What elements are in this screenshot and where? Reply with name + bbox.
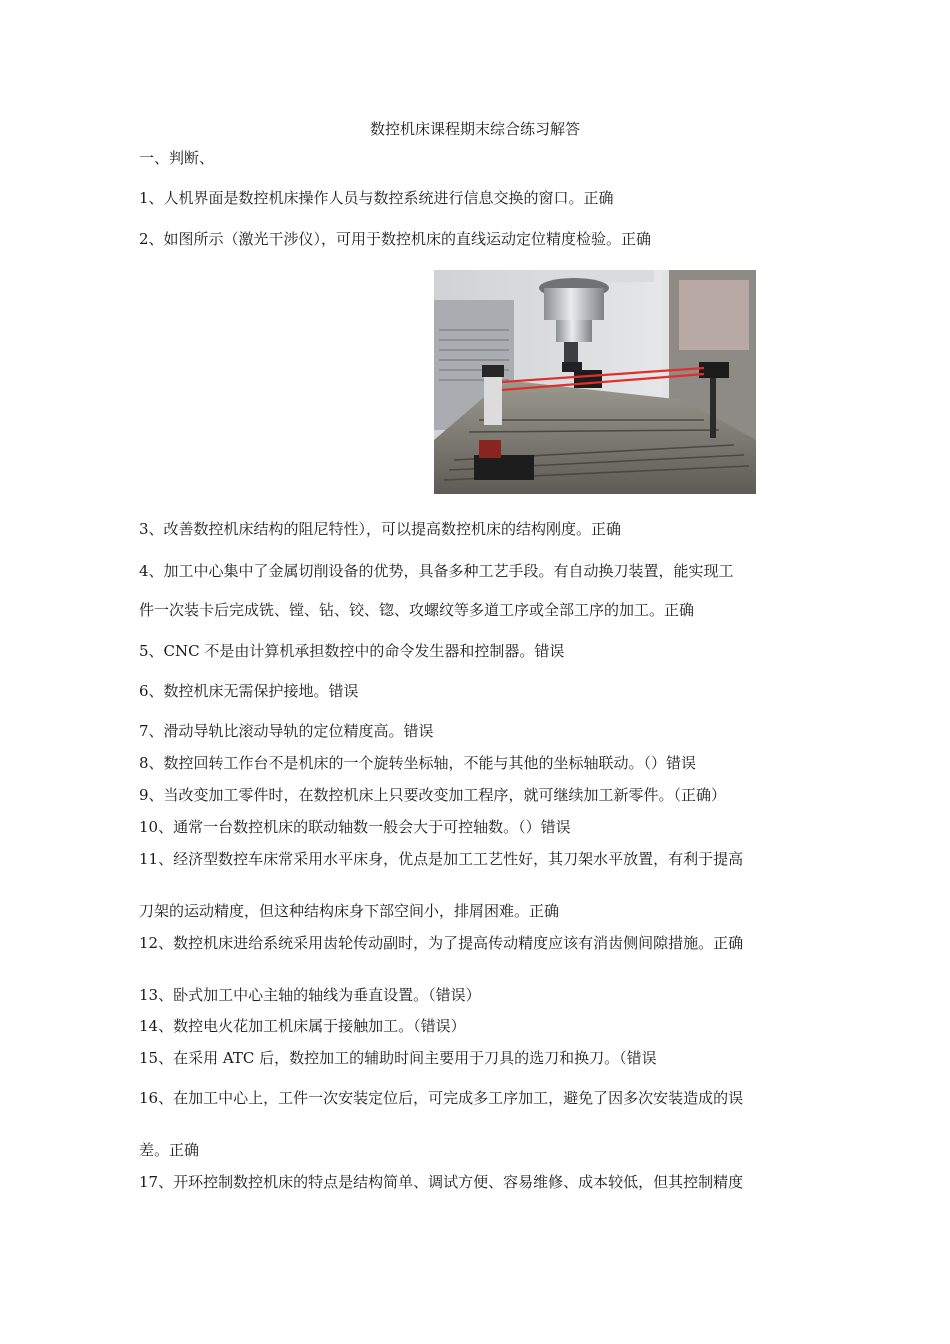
question-4-line-2: 件一次装卡后完成铣、镗、钻、铰、锪、攻螺纹等多道工序或全部工序的加工。正确 <box>139 601 695 619</box>
question-17: 17、开环控制数控机床的特点是结构简单、调试方便、容易维修、成本较低，但其控制精度 <box>139 1173 744 1191</box>
question-7: 7、滑动导轨比滚动导轨的定位精度高。错误 <box>139 722 434 740</box>
page-title: 数控机床课程期末综合练习解答 <box>369 120 580 138</box>
laser-interferometer-photo <box>434 270 756 494</box>
question-16-line-2: 差。正确 <box>139 1141 200 1159</box>
question-9: 9、当改变加工零件时，在数控机床上只要改变加工程序，就可继续加工新零件。（正确） <box>139 786 727 804</box>
question-13: 13、卧式加工中心主轴的轴线为垂直设置。（错误） <box>139 986 481 1004</box>
question-4-line-1: 4、加工中心集中了金属切削设备的优势，具备多种工艺手段。有自动换刀装置，能实现工 <box>139 562 734 580</box>
question-6: 6、数控机床无需保护接地。错误 <box>139 682 359 700</box>
question-11-line-1: 11、经济型数控车床常采用水平床身，优点是加工工艺性好，其刀架水平放置，有利于提高 <box>139 850 744 868</box>
question-2: 2、如图所示（激光干涉仪），可用于数控机床的直线运动定位精度检验。正确 <box>139 230 652 248</box>
question-10: 10、通常一台数控机床的联动轴数一般会大于可控轴数。（）错误 <box>139 818 571 836</box>
question-16-line-1: 16、在加工中心上，工件一次安装定位后，可完成多工序加工，避免了因多次安装造成的误 <box>139 1089 744 1107</box>
question-11-line-2: 刀架的运动精度，但这种结构床身下部空间小，排屑困难。正确 <box>139 902 560 920</box>
question-1: 1、人机界面是数控机床操作人员与数控系统进行信息交换的窗口。正确 <box>139 189 614 207</box>
question-5: 5、CNC 不是由计算机承担数控中的命令发生器和控制器。错误 <box>139 642 565 660</box>
question-12: 12、数控机床进给系统采用齿轮传动副时，为了提高传动精度应该有消齿侧间隙措施。正确 <box>139 934 744 952</box>
question-15: 15、在采用 ATC 后，数控加工的辅助时间主要用于刀具的选刀和换刀。（错误 <box>139 1049 657 1067</box>
section-heading: 一、判断、 <box>139 149 215 167</box>
question-3: 3、改善数控机床结构的阻尼特性），可以提高数控机床的结构刚度。正确 <box>139 520 622 538</box>
question-14: 14、数控电火花加工机床属于接触加工。（错误） <box>139 1017 466 1035</box>
question-8: 8、数控回转工作台不是机床的一个旋转坐标轴，不能与其他的坐标轴联动。（）错误 <box>139 754 697 772</box>
